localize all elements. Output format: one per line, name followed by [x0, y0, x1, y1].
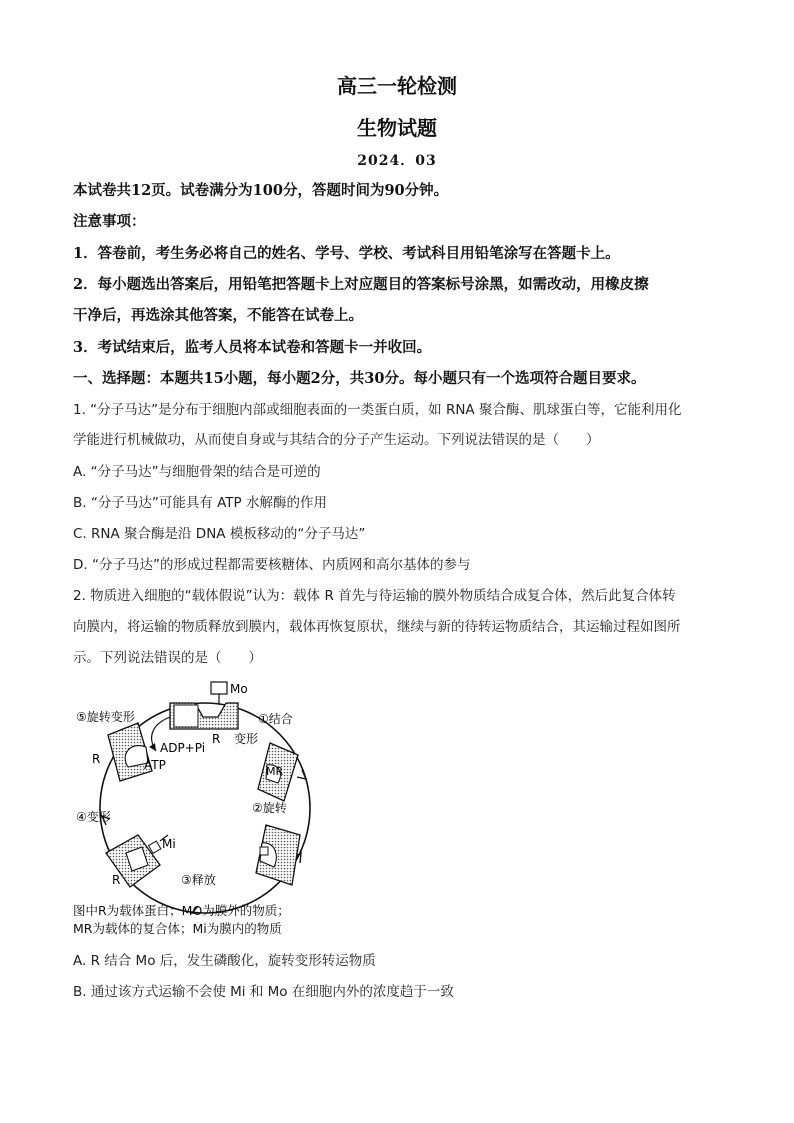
notice-title: 注意事项：: [73, 213, 146, 230]
step3-label: ③释放: [181, 873, 216, 887]
carrier-rotated-shape: [256, 825, 300, 885]
mr-label: MR: [266, 765, 284, 778]
carrier-top-shape: [170, 682, 238, 729]
r-bottom-label: R: [112, 873, 121, 887]
figure-caption-1: 图中R为载体蛋白；MO为膜外的物质；: [73, 903, 290, 918]
notice-2b: 干净后，再选涂其他答案，不能答在试卷上。: [73, 307, 363, 324]
q2-option-b: B. 通过该方式运输不会使 Mi 和 Mo 在细胞内外的浓度趋于一致: [73, 984, 454, 1000]
mi-label: Mi: [162, 837, 176, 851]
r-top-label: R: [212, 732, 221, 746]
q2-stem-line2: 向膜内，将运输的物质释放到膜内，载体再恢复原状，继续与新的待转运物质结合，其运输过程如图所: [73, 619, 681, 635]
figure-caption-2: MR为载体的复合体；Mi为膜内的物质: [73, 921, 282, 936]
adp-label: ADP+Pi: [160, 741, 206, 755]
mo-label: Mo: [230, 682, 248, 696]
q1-stem-line1: 1. “分子马达”是分布于细胞内部或细胞表面的一类蛋白质，如 RNA 聚合酶、肌球蛋白等，它能利用化: [73, 402, 682, 418]
section-heading: 一、选择题：本题共15小题，每小题2分，共30分。每小题只有一个选项符合题目要求。: [73, 370, 646, 387]
carrier-left-shape: [108, 723, 152, 781]
exam-info: 本试卷共12页。试卷满分为100分，答题时间为90分钟。: [73, 182, 449, 199]
q1-option-b: B. “分子马达”可能具有 ATP 水解酶的作用: [73, 495, 327, 511]
q2-stem-line3: 示。下列说法错误的是（ ）: [73, 650, 262, 666]
atp-label: ATP: [144, 758, 166, 772]
q1-option-d: D. “分子马达”的形成过程都需要核糖体、内质网和高尔基体的参与: [73, 557, 471, 573]
q1-option-a: A. “分子马达”与细胞骨架的结合是可逆的: [73, 464, 321, 480]
exam-title: 高三一轮检测: [337, 74, 457, 98]
exam-subject: 生物试题: [357, 116, 437, 140]
notice-1: 1．答卷前，考生务必将自己的姓名、学号、学校、考试科目用铅笔涂写在答题卡上。: [73, 245, 620, 262]
step1-label: ①结合: [258, 712, 293, 726]
notice-2a: 2．每小题选出答案后，用铅笔把答题卡上对应题目的答案标号涂黑，如需改动，用橡皮擦: [73, 276, 649, 293]
step4-label: ④变形: [76, 810, 111, 824]
q2-option-a: A. R 结合 Mo 后，发生磷酸化，旋转变形转运物质: [73, 953, 376, 969]
bian1-label: 变形: [234, 732, 259, 746]
step5-label: ⑤旋转变形: [76, 710, 135, 724]
notice-3: 3．考试结束后，监考人员将本试卷和答题卡一并收回。: [73, 339, 432, 356]
q1-option-c: C. RNA 聚合酶是沿 DNA 模板移动的“分子马达”: [73, 526, 366, 542]
r-left-label: R: [92, 752, 101, 766]
step2-label: ②旋转: [252, 801, 287, 815]
q2-stem-line1: 2. 物质进入细胞的“载体假说”认为：载体 R 首先与待运输的膜外物质结合成复合体，然后此复合体转: [73, 588, 676, 604]
exam-date: 2024．03: [357, 153, 437, 169]
q1-stem-line2: 学能进行机械做功，从而使自身或与其结合的分子产生运动。下列说法错误的是（ ）: [73, 432, 600, 448]
